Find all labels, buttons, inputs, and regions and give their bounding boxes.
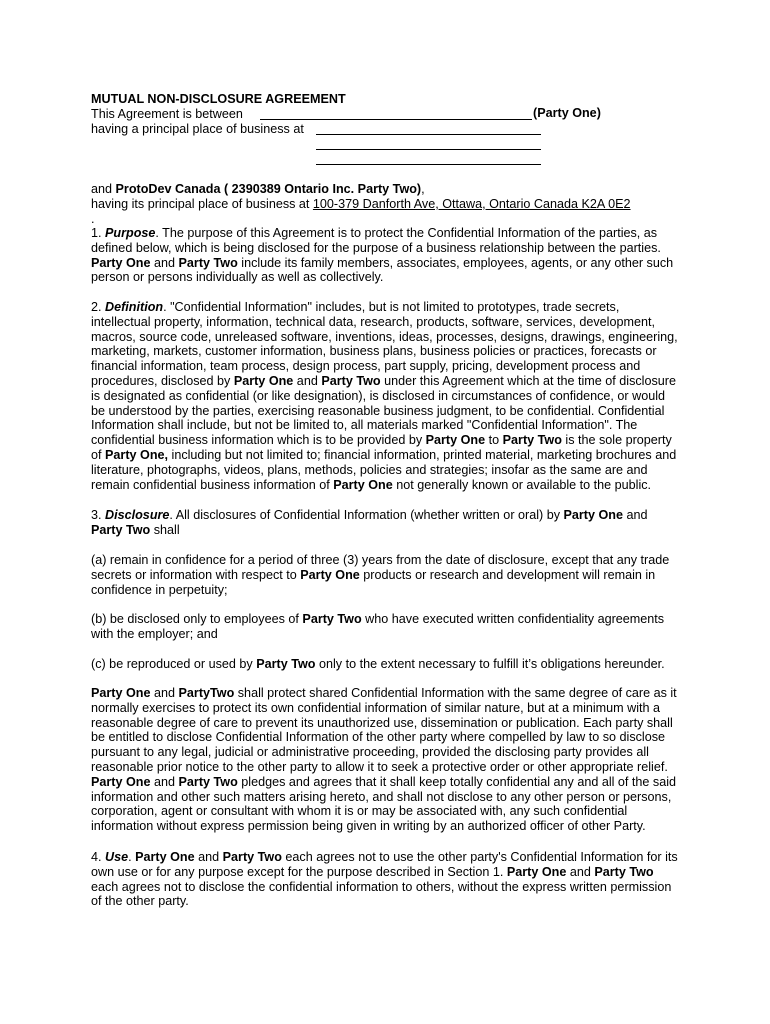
section-text: financial information, team process, design process, part supply, pricing, development process and <box>91 359 641 374</box>
section-text: procedures, disclosed by <box>91 373 234 388</box>
section-heading: Use <box>105 850 129 864</box>
party-one-label: (Party One) <box>533 106 601 120</box>
section-text: (c) be reproduced or used by <box>91 657 257 671</box>
party-two-term: Party Two <box>594 864 654 879</box>
section-text: to <box>485 433 503 448</box>
section-heading: Definition <box>105 300 164 314</box>
party-two-block <box>91 182 691 226</box>
section-text: (a) remain in confidence for a period of three (3) years from the date of disclosure, except that any trade <box>91 553 670 567</box>
section-text: . "Confidential Information" includes, but is not limited to prototypes, trade secrets, <box>163 300 620 314</box>
section-text: literature, photographs, videos, plans, methods, policies and strategies; insofar as the same are and <box>91 462 648 477</box>
and-word: and <box>91 182 113 196</box>
stray-dot: . <box>91 211 95 226</box>
party-two-term: Party Two <box>178 774 238 789</box>
party-two-term: Party Two <box>222 850 282 864</box>
section-text: and <box>623 508 648 522</box>
section-text: who have executed written confidentiality agreements <box>361 612 665 626</box>
party-two-name: ProtoDev Canada ( 2390389 Ontario Inc. Party Two) <box>115 182 422 196</box>
party-one-term: Party One <box>135 850 195 864</box>
party-one-term: Party One <box>333 477 393 492</box>
section-text: is the sole property <box>561 433 672 448</box>
party-two-term: PartyTwo <box>178 686 235 700</box>
party-one-term: Party One <box>506 864 567 879</box>
section-text: of <box>91 447 106 462</box>
section-text: marketing, markets, customer information, business plans, business policies or practices, forecasts or <box>91 344 657 359</box>
section-text: pursuant to any legal, judicial or administrative proceeding, provided the disclosing party provides all <box>91 745 649 760</box>
section-number: 2. <box>91 300 106 314</box>
section-heading: Disclosure <box>105 508 170 522</box>
section-text: and <box>150 774 179 789</box>
section-text: and <box>150 686 179 700</box>
section-text: intellectual property, information, technical data, research, products, software, services, development, <box>91 314 655 329</box>
party-one-term: Party One <box>563 508 623 522</box>
section-text: normally exercises to protect its own confidential information of similar nature, but at a minimum with a <box>91 700 661 715</box>
section-heading: Purpose <box>105 226 156 240</box>
party-two-term: Party Two <box>178 255 238 270</box>
section-text: products or research and development will remain in <box>359 567 656 582</box>
party-one-name-blank[interactable] <box>260 119 532 120</box>
section-number: 1. <box>91 226 106 240</box>
section-text: and <box>150 255 179 270</box>
section-definition <box>91 300 691 492</box>
party-one-term: Party One <box>425 433 486 448</box>
section-text: shall <box>150 522 180 537</box>
clause-b <box>91 612 691 642</box>
section-text: include its family members, associates, employees, agents, or any other such <box>237 255 674 270</box>
between-label: This Agreement is between <box>91 106 243 121</box>
section-text: each agrees not to use the other party's Confidential Information for its <box>281 850 678 864</box>
section-text: confidence in perpetuity; <box>91 582 228 597</box>
section-disclosure <box>91 508 691 538</box>
section-text: is designated as confidential (or like designation), is disclosed in circumstances of confidence, or would <box>91 388 666 403</box>
section-text: reasonable prior notice to the other party to allow it to seek a protective order or other appropriate relief. <box>91 759 668 774</box>
protection-paragraph <box>91 686 691 834</box>
party-two-suffix: , <box>421 182 425 196</box>
section-text: under this Agreement which at the time of disclosure <box>380 373 676 388</box>
agreement-header <box>91 92 691 136</box>
party-two-term: Party Two <box>256 657 316 671</box>
section-text: . <box>128 850 136 864</box>
section-text: including but not limited to; financial information, printed material, marketing brochures and <box>168 447 677 462</box>
party-two-address: 100-379 Danforth Ave, Ottawa, Ontario Canada K2A 0E2 <box>312 196 631 211</box>
section-text: shall protect shared Confidential Information with the same degree of care as it <box>234 686 677 700</box>
section-text: macros, source code, unreleased software, inventions, ideas, processes, designs, drawings, engineering, <box>91 329 678 344</box>
party-one-term: Party One <box>91 255 151 270</box>
party-one-term: Party One <box>300 567 360 582</box>
section-text: reasonable degree of care to prevent its unauthorized use, dissemination or publication. Each party shall <box>91 715 673 730</box>
section-number: 4. <box>91 850 106 864</box>
address-label: having a principal place of business at <box>91 121 304 136</box>
section-text: . All disclosures of Confidential Information (whether written or oral) by <box>169 508 564 522</box>
section-text: (b) be disclosed only to employees of <box>91 612 303 626</box>
section-text: secrets or information with respect to <box>91 567 301 582</box>
section-text: not generally known or available to the public. <box>392 477 652 492</box>
party-two-term: Party Two <box>321 373 381 388</box>
party-two-address-label: having its principal place of business at <box>91 196 310 211</box>
party-two-term: Party Two <box>302 612 362 626</box>
section-text: pledges and agrees that it shall keep totally confidential any and all of the said <box>237 774 677 789</box>
section-text: confidential business information which is to be provided by <box>91 433 426 448</box>
section-text: be entitled to disclose Confidential Information of the other party where compelled by law to so disclose <box>91 730 666 745</box>
party-two-term: Party Two <box>91 522 151 537</box>
section-text: corporation, agent or consultant with whom it is or may be associated with, any such confidential <box>91 804 628 819</box>
section-text: . The purpose of this Agreement is to protect the Confidential Information of the parties, as <box>155 226 658 240</box>
clause-c <box>91 657 691 672</box>
section-text: of the other party. <box>91 894 189 909</box>
party-one-address-blank-1[interactable] <box>316 134 541 135</box>
section-text: only to the extent necessary to fulfill it’s obligations hereunder. <box>315 657 665 671</box>
section-text: information without express permission being given in writing by an authorized officer of other Party. <box>91 819 646 834</box>
party-two-term: Party Two <box>502 433 562 448</box>
section-number: 3. <box>91 508 106 522</box>
party-one-address-blank-2[interactable] <box>316 149 541 150</box>
section-text: with the employer; and <box>91 626 218 641</box>
section-text: and <box>566 864 595 879</box>
section-text: remain confidential business information of <box>91 477 334 492</box>
section-text: be understood by the parties, exercising reasonable business judgment, to be confidential. Confidential <box>91 403 665 418</box>
section-use <box>91 850 691 909</box>
section-text: Information shall include, but not be limited to, all materials marked "Confidential Information". The <box>91 418 638 433</box>
document-title: MUTUAL NON-DISCLOSURE AGREEMENT <box>91 92 346 106</box>
section-text: person or persons individually as well as collectively. <box>91 270 384 285</box>
clause-a <box>91 553 691 597</box>
section-text: own use or for any purpose except for the purpose described in Section 1. <box>91 864 507 879</box>
party-one-address-blank-3[interactable] <box>316 164 541 165</box>
party-one-term: Party One, <box>105 447 169 462</box>
section-text: each agrees not to disclose the confidential information to others, without the express written permission <box>91 879 672 894</box>
party-one-term: Party One <box>91 686 151 700</box>
party-one-term: Party One <box>91 774 151 789</box>
section-text: and <box>293 373 322 388</box>
section-text: defined below, which is being disclosed for the purpose of a business relationship between the parties. <box>91 240 661 255</box>
section-purpose <box>91 226 691 285</box>
section-text: information and other such matters arising hereto, and shall not disclose to any other person or persons, <box>91 789 672 804</box>
section-text: and <box>194 850 223 864</box>
party-one-term: Party One <box>233 373 294 388</box>
